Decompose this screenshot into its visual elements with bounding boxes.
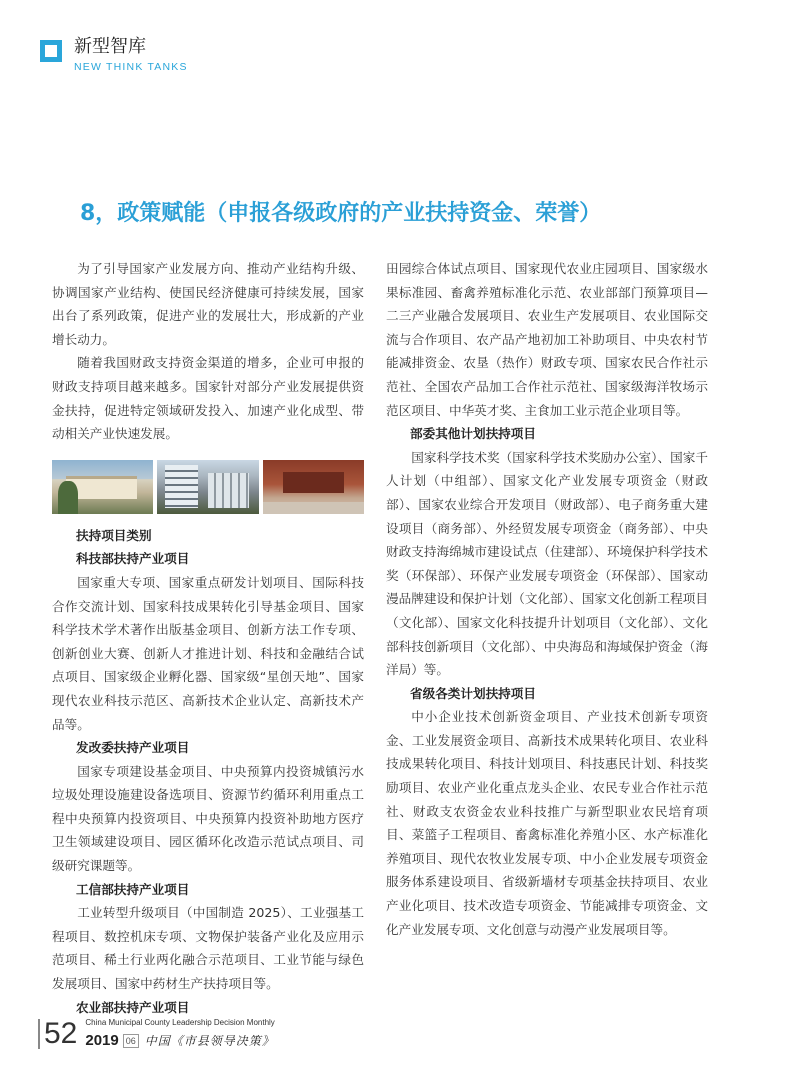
paragraph-provincial: 中小企业技术创新资金项目、产业技术创新专项资金、工业发展资金项目、高新技术成果转化项目、农业科技成果转化项目、科技计划项目、科技惠民计划、科技奖励项目、农业产业化重点龙头企业、农民专业合作社示范社、财政支农资金农业科技推广与新型职业农民培育项目、菜篮子工程项目、畜禽标准化养殖小区、水产标准化养殖项目、现代农牧业发展专项、中小企业发展专项资金服务体系建设项目、省级新墙材专项基金扶持项目、农业产业化项目、技术改造专项资金、节能减排专项资金、文化产业发展专项、文化创意与动漫产业发展项目等。 xyxy=(386,709,708,937)
building-photo-1 xyxy=(52,460,153,514)
issue-year: 2019 xyxy=(85,1032,119,1049)
logo-text xyxy=(74,36,188,74)
journal-name-cn: 中国《市县领导决策》 xyxy=(144,1034,275,1048)
page-footer xyxy=(38,1018,275,1049)
paragraph-other-ministries: 国家科学技术奖（国家科学技术奖励办公室）、国家千人计划（中组部）、国家文化产业发展专项资金（财政部）、国家农业综合开发项目（财政部）、电子商务重大建设项目（商务部）、外经贸发展专项资金（商务部）、中央财政支持海绵城市建设试点（住建部）、环境保护科学技术奖（环保部）、环保产业发展专项资金（环保部）、国家动漫品牌建设和保护计划（文化部）、国家文化创新工程项目（文化部）、国家文化科技提升计划项目（文化部）、文化部科技创新项目（文化部）、中央海岛和海域保护资金（海洋局）等。 xyxy=(386,449,708,678)
heading-moa: 农业部扶持产业项目 xyxy=(76,999,190,1015)
section-title: 8，政策赋能（申报各级政府的产业扶持资金、荣誉） xyxy=(80,201,602,226)
footer-issue-row xyxy=(85,1032,274,1049)
intro-paragraph-2: 随着我国财政支持资金渠道的增多，企业可申报的财政支持项目越来越多。国家针对部分产业发展提供资金扶持，促进特定领域研发投入、加速产业化成型、带动相关产业快速发展。 xyxy=(52,355,364,442)
column-title-cn: 新型智库 xyxy=(74,36,146,57)
building-photo-2 xyxy=(157,460,258,514)
paragraph-mst: 国家重大专项、国家重点研发计划项目、国际科技合作交流计划、国家科技成果转化引导基金项目、国家科学技术学术著作出版基金项目、创新方法工作专项、创新创业大赛、创新人才推进计划、科技和金融结合试点项目、国家级企业孵化器、国家级“星创天地”、国家现代农业科技示范区、高新技术企业认定、高新技术产品等。 xyxy=(52,574,364,732)
logo-square-icon xyxy=(40,40,62,62)
paragraph-miit: 工业转型升级项目（中国制造 2025）、工业强基工程项目、数控机床专项、文物保护装备产业化及应用示范项目、稀土行业两化融合示范项目、工业节能与绿色发展项目、国家中药材生产扶持项目等。 xyxy=(52,905,364,992)
heading-ndrc: 发改委扶持产业项目 xyxy=(76,740,190,756)
heading-other-ministries: 部委其他计划扶持项目 xyxy=(410,426,536,442)
footer-journal-info xyxy=(85,1018,274,1049)
paragraph-moa-continued: 田园综合体试点项目、国家现代农业庄园项目、国家级水果标准园、畜禽养殖标准化示范、农业部部门预算项目—二三产业融合发展项目、农业生产发展项目、农业国际交流与合作项目、农产品产地初加工补助项目、中央农村节能减排资金、农垦（热作）财政专项、国家农民合作社示范社、全国农产品加工合作社示范社、国家级海洋牧场示范区项目、中华英才奖、主食加工业示范企业项目等。 xyxy=(386,261,708,418)
right-column xyxy=(386,257,708,941)
issue-number: 06 xyxy=(123,1034,139,1048)
heading-provincial: 省级各类计划扶持项目 xyxy=(410,685,536,701)
paragraph-ndrc: 国家专项建设基金项目、中央预算内投资城镇污水垃圾处理设施建设备选项目、资源节约循环利用重点工程中央预算内投资项目、中央预算内投资补助地方医疗卫生领域建设项目、园区循环化改造示范试点项目、司级研究课题等。 xyxy=(52,763,364,874)
heading-miit: 工信部扶持产业项目 xyxy=(76,881,190,897)
building-photo-3 xyxy=(263,460,364,514)
photo-strip xyxy=(52,460,364,514)
page-number: 52 xyxy=(38,1019,77,1049)
header-logo xyxy=(40,36,188,74)
column-title-en: NEW THINK TANKS xyxy=(74,61,188,73)
intro-paragraph-1: 为了引导国家产业发展方向、推动产业结构升级、协调国家产业结构、使国民经济健康可持续发展，国家出台了系列政策，促进产业的发展壮大，形成新的产业增长动力。 xyxy=(52,261,364,347)
heading-mst: 科技部扶持产业项目 xyxy=(76,551,190,567)
left-column xyxy=(52,257,364,1019)
journal-name-en: China Municipal County Leadership Decision Monthly xyxy=(85,1018,275,1027)
heading-categories: 扶持项目类别 xyxy=(76,527,152,543)
